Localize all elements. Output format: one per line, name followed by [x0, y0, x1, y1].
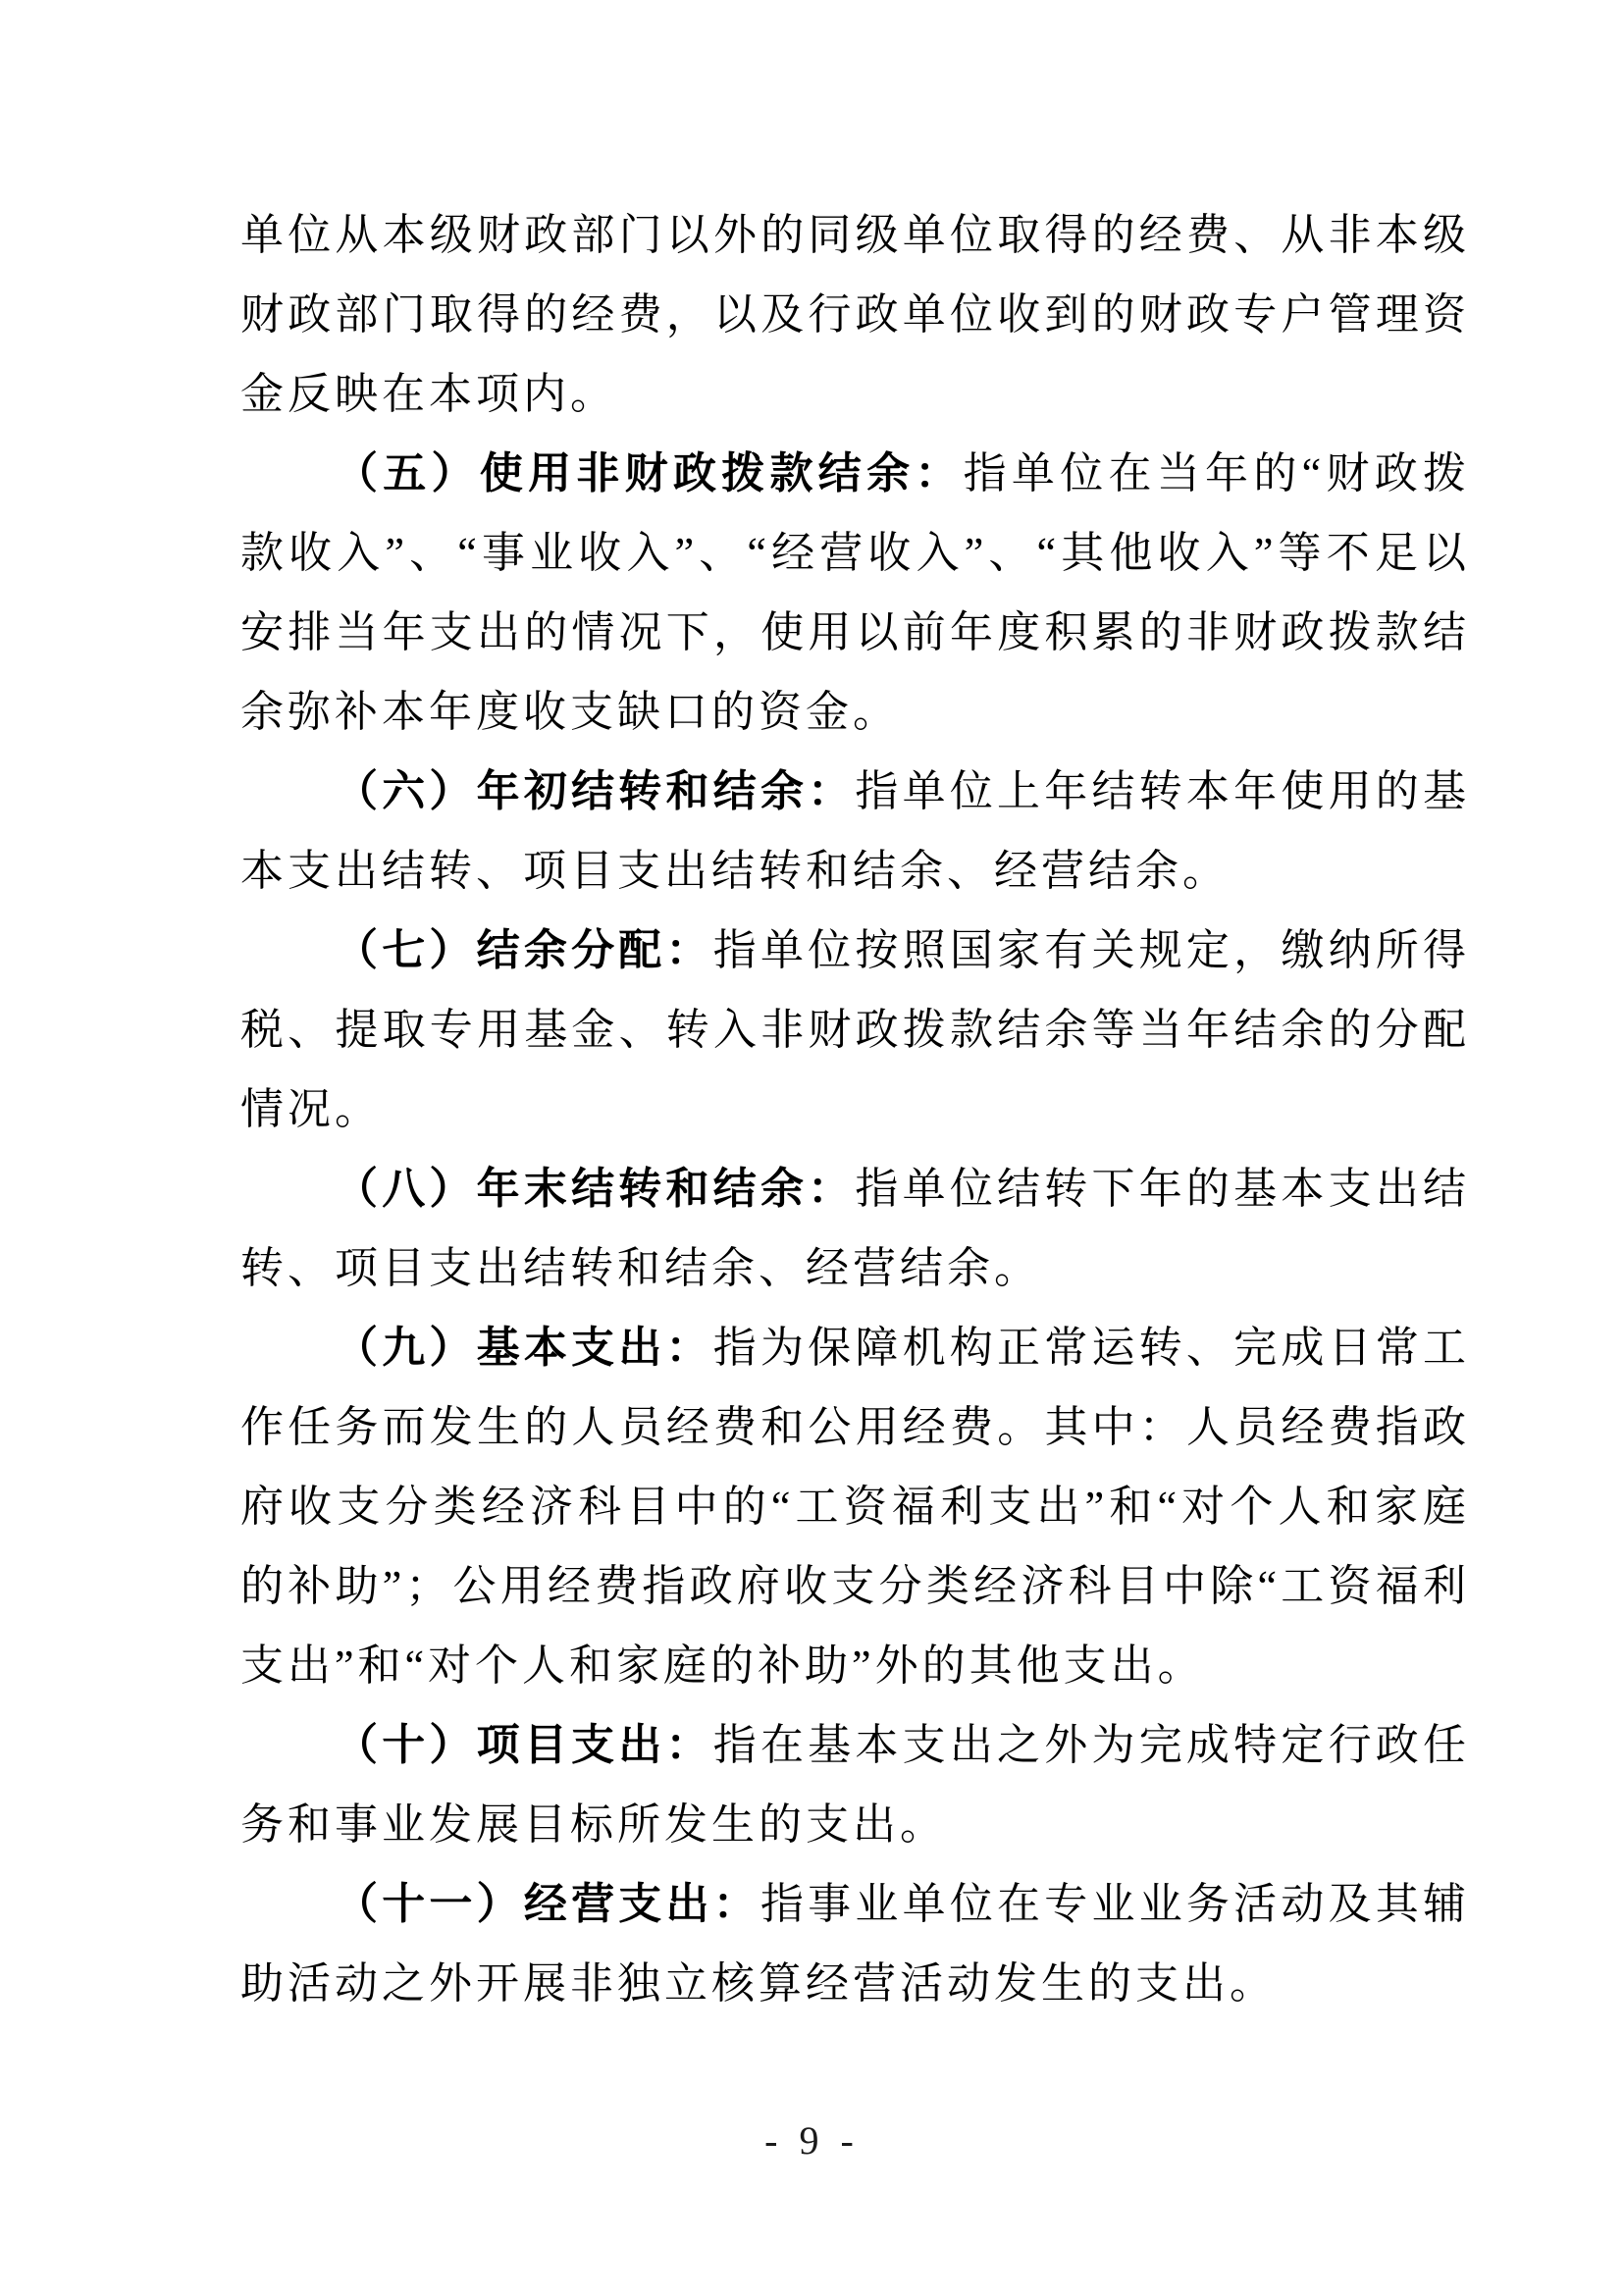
paragraph-text: 指为保障机构正常运转、完成日常工作任务而发生的人员经费和公用经费。其中：人员经费指政府收支分类经济科目中的“工资福利支出”和“对个人和家庭的补助”；公用经费指政府收支分类经济科目中除“工资福利支出”和“对个人和家庭的补助”外的其他支出。	[240, 1324, 1471, 1690]
paragraph-text: 指在基本支出之外为完成特定行政任务和事业发展目标所发生的支出。	[240, 1721, 1471, 1849]
document-body	[240, 195, 1470, 2023]
paragraph	[240, 1308, 1470, 1705]
paragraph-text: 指单位结转下年的基本支出结转、项目支出结转和结余、经营结余。	[240, 1165, 1470, 1292]
paragraph	[240, 1864, 1470, 2023]
paragraph-text: 指单位上年结转本年使用的基本支出结转、项目支出结转和结余、经营结余。	[240, 767, 1470, 895]
paragraph-lead: （十）项目支出：	[335, 1721, 713, 1769]
paragraph	[240, 195, 1470, 434]
page-number: - 9 -	[764, 2118, 860, 2163]
paragraph	[240, 434, 1470, 752]
paragraph-text: 指单位在当年的“财政拨款收入”、“事业收入”、“经营收入”、“其他收入”等不足以安排当年支出的情况下，使用以前年度积累的非财政拨款结余弥补本年度收支缺口的资金。	[240, 449, 1470, 736]
paragraph	[240, 1149, 1470, 1308]
paragraph	[240, 1705, 1470, 1864]
paragraph-text: 指单位按照国家有关规定，缴纳所得税、提取专用基金、转入非财政拨款结余等当年结余的分配情况。	[240, 926, 1471, 1133]
paragraph	[240, 911, 1470, 1149]
page-footer	[0, 2117, 1624, 2164]
paragraph-text: 指事业单位在专业业务活动及其辅助活动之外开展非独立核算经营活动发生的支出。	[240, 1880, 1471, 2008]
paragraph-text: 单位从本级财政部门以外的同级单位取得的经费、从非本级财政部门取得的经费，以及行政单位收到的财政专户管理资金反映在本项内。	[240, 211, 1470, 418]
paragraph-lead: （五）使用非财政拨款结余：	[335, 449, 964, 497]
paragraph-lead: （七）结余分配：	[335, 926, 713, 974]
paragraph	[240, 752, 1470, 911]
paragraph-lead: （六）年初结转和结余：	[335, 767, 856, 815]
paragraph-lead: （九）基本支出：	[335, 1324, 713, 1372]
paragraph-lead: （十一）经营支出：	[335, 1880, 760, 1928]
paragraph-lead: （八）年末结转和结余：	[335, 1165, 856, 1213]
